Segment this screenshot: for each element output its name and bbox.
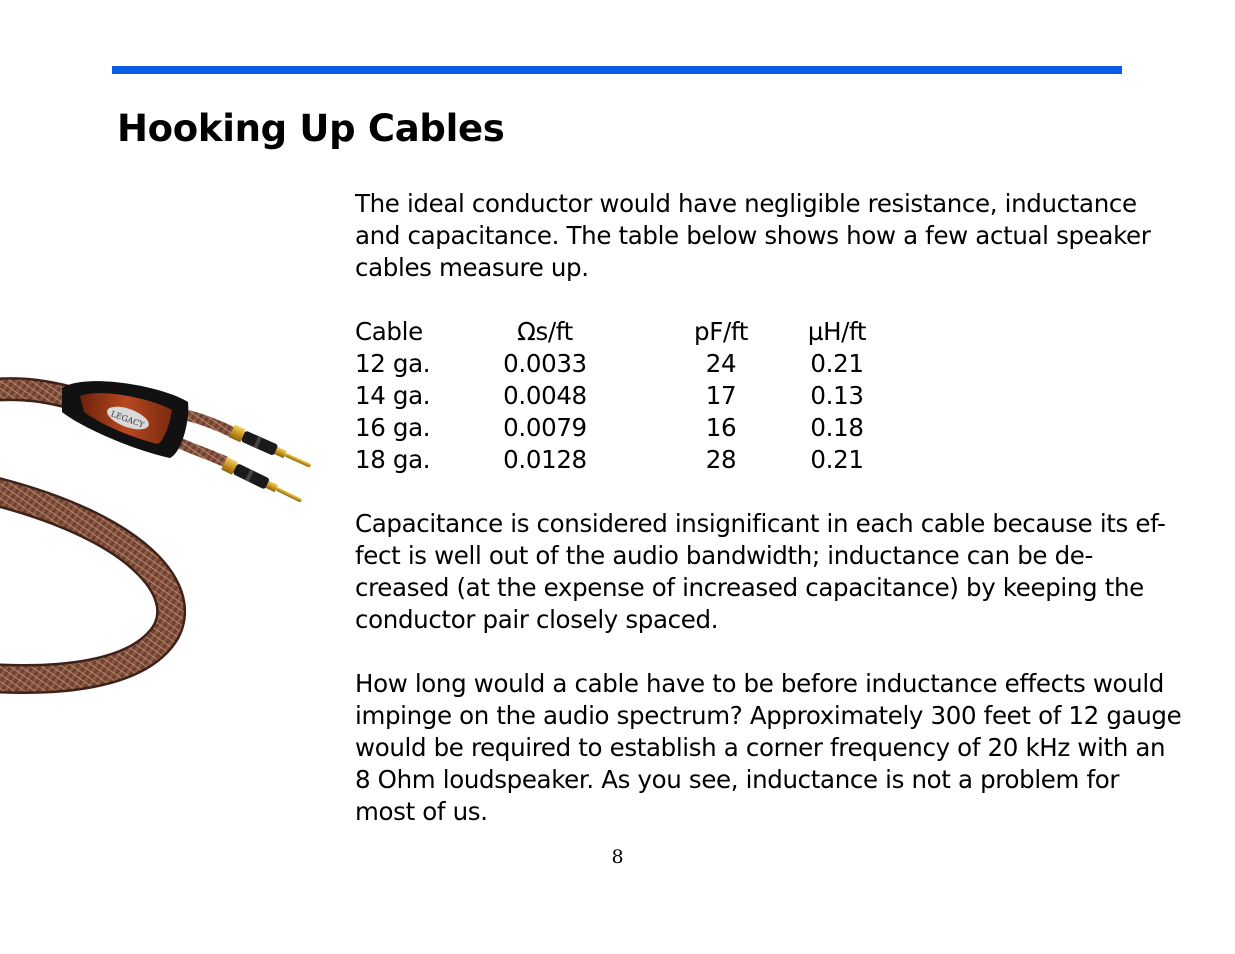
svg-text:LEGACY: LEGACY — [109, 409, 146, 430]
cell-ohms: 0.0079 — [503, 413, 587, 442]
inductance-line: impinge on the audio spectrum? Approximately 300 feet of 12 gauge — [355, 701, 1182, 730]
intro-line: The ideal conductor would have negligible resistance, inductance — [355, 189, 1137, 218]
page-title: Hooking Up Cables — [117, 107, 505, 150]
table-header-row — [355, 316, 895, 348]
inductance-line: would be required to establish a corner frequency of 20 kHz with an — [355, 733, 1166, 762]
header-rule — [112, 66, 1122, 74]
header-inductance: µH/ft — [807, 317, 867, 346]
capacitance-line: Capacitance is considered insignificant in each cable because its ef- — [355, 509, 1166, 538]
table-row — [355, 380, 895, 412]
capacitance-line: creased (at the expense of increased capacitance) by keeping the — [355, 573, 1144, 602]
cell-inductance: 0.13 — [810, 381, 864, 410]
table-row — [355, 412, 895, 444]
cell-capacitance: 17 — [705, 381, 737, 410]
cell-inductance: 0.18 — [810, 413, 864, 442]
cell-cable: 14 ga. — [355, 381, 431, 410]
capacitance-paragraph — [355, 508, 1185, 636]
cell-cable: 16 ga. — [355, 413, 431, 442]
cable-spec-table — [355, 316, 895, 476]
header-capacitance: pF/ft — [694, 317, 748, 346]
intro-line: cables measure up. — [355, 253, 589, 282]
intro-paragraph — [355, 188, 1185, 284]
cell-inductance: 0.21 — [810, 445, 864, 474]
header-ohms: Ωs/ft — [517, 317, 573, 346]
table-row — [355, 444, 895, 476]
intro-line: and capacitance. The table below shows how a few actual speaker — [355, 221, 1151, 250]
cell-capacitance: 28 — [705, 445, 737, 474]
cell-cable: 18 ga. — [355, 445, 431, 474]
cell-cable: 12 ga. — [355, 349, 431, 378]
inductance-line: How long would a cable have to be before inductance effects would — [355, 669, 1164, 698]
cell-capacitance: 16 — [705, 413, 737, 442]
capacitance-line: fect is well out of the audio bandwidth; inductance can be de- — [355, 541, 1093, 570]
cell-ohms: 0.0048 — [503, 381, 587, 410]
inductance-paragraph — [355, 668, 1185, 828]
cell-ohms: 0.0033 — [503, 349, 587, 378]
inductance-line: 8 Ohm loudspeaker. As you see, inductance is not a problem for — [355, 765, 1120, 794]
header-cable: Cable — [355, 317, 423, 346]
capacitance-line: conductor pair closely spaced. — [355, 605, 719, 634]
cell-capacitance: 24 — [705, 349, 737, 378]
inductance-line: most of us. — [355, 797, 488, 826]
speaker-cable-image — [0, 340, 330, 700]
table-row — [355, 348, 895, 380]
cell-ohms: 0.0128 — [503, 445, 587, 474]
cell-inductance: 0.21 — [810, 349, 864, 378]
page-number: 8 — [611, 846, 624, 868]
